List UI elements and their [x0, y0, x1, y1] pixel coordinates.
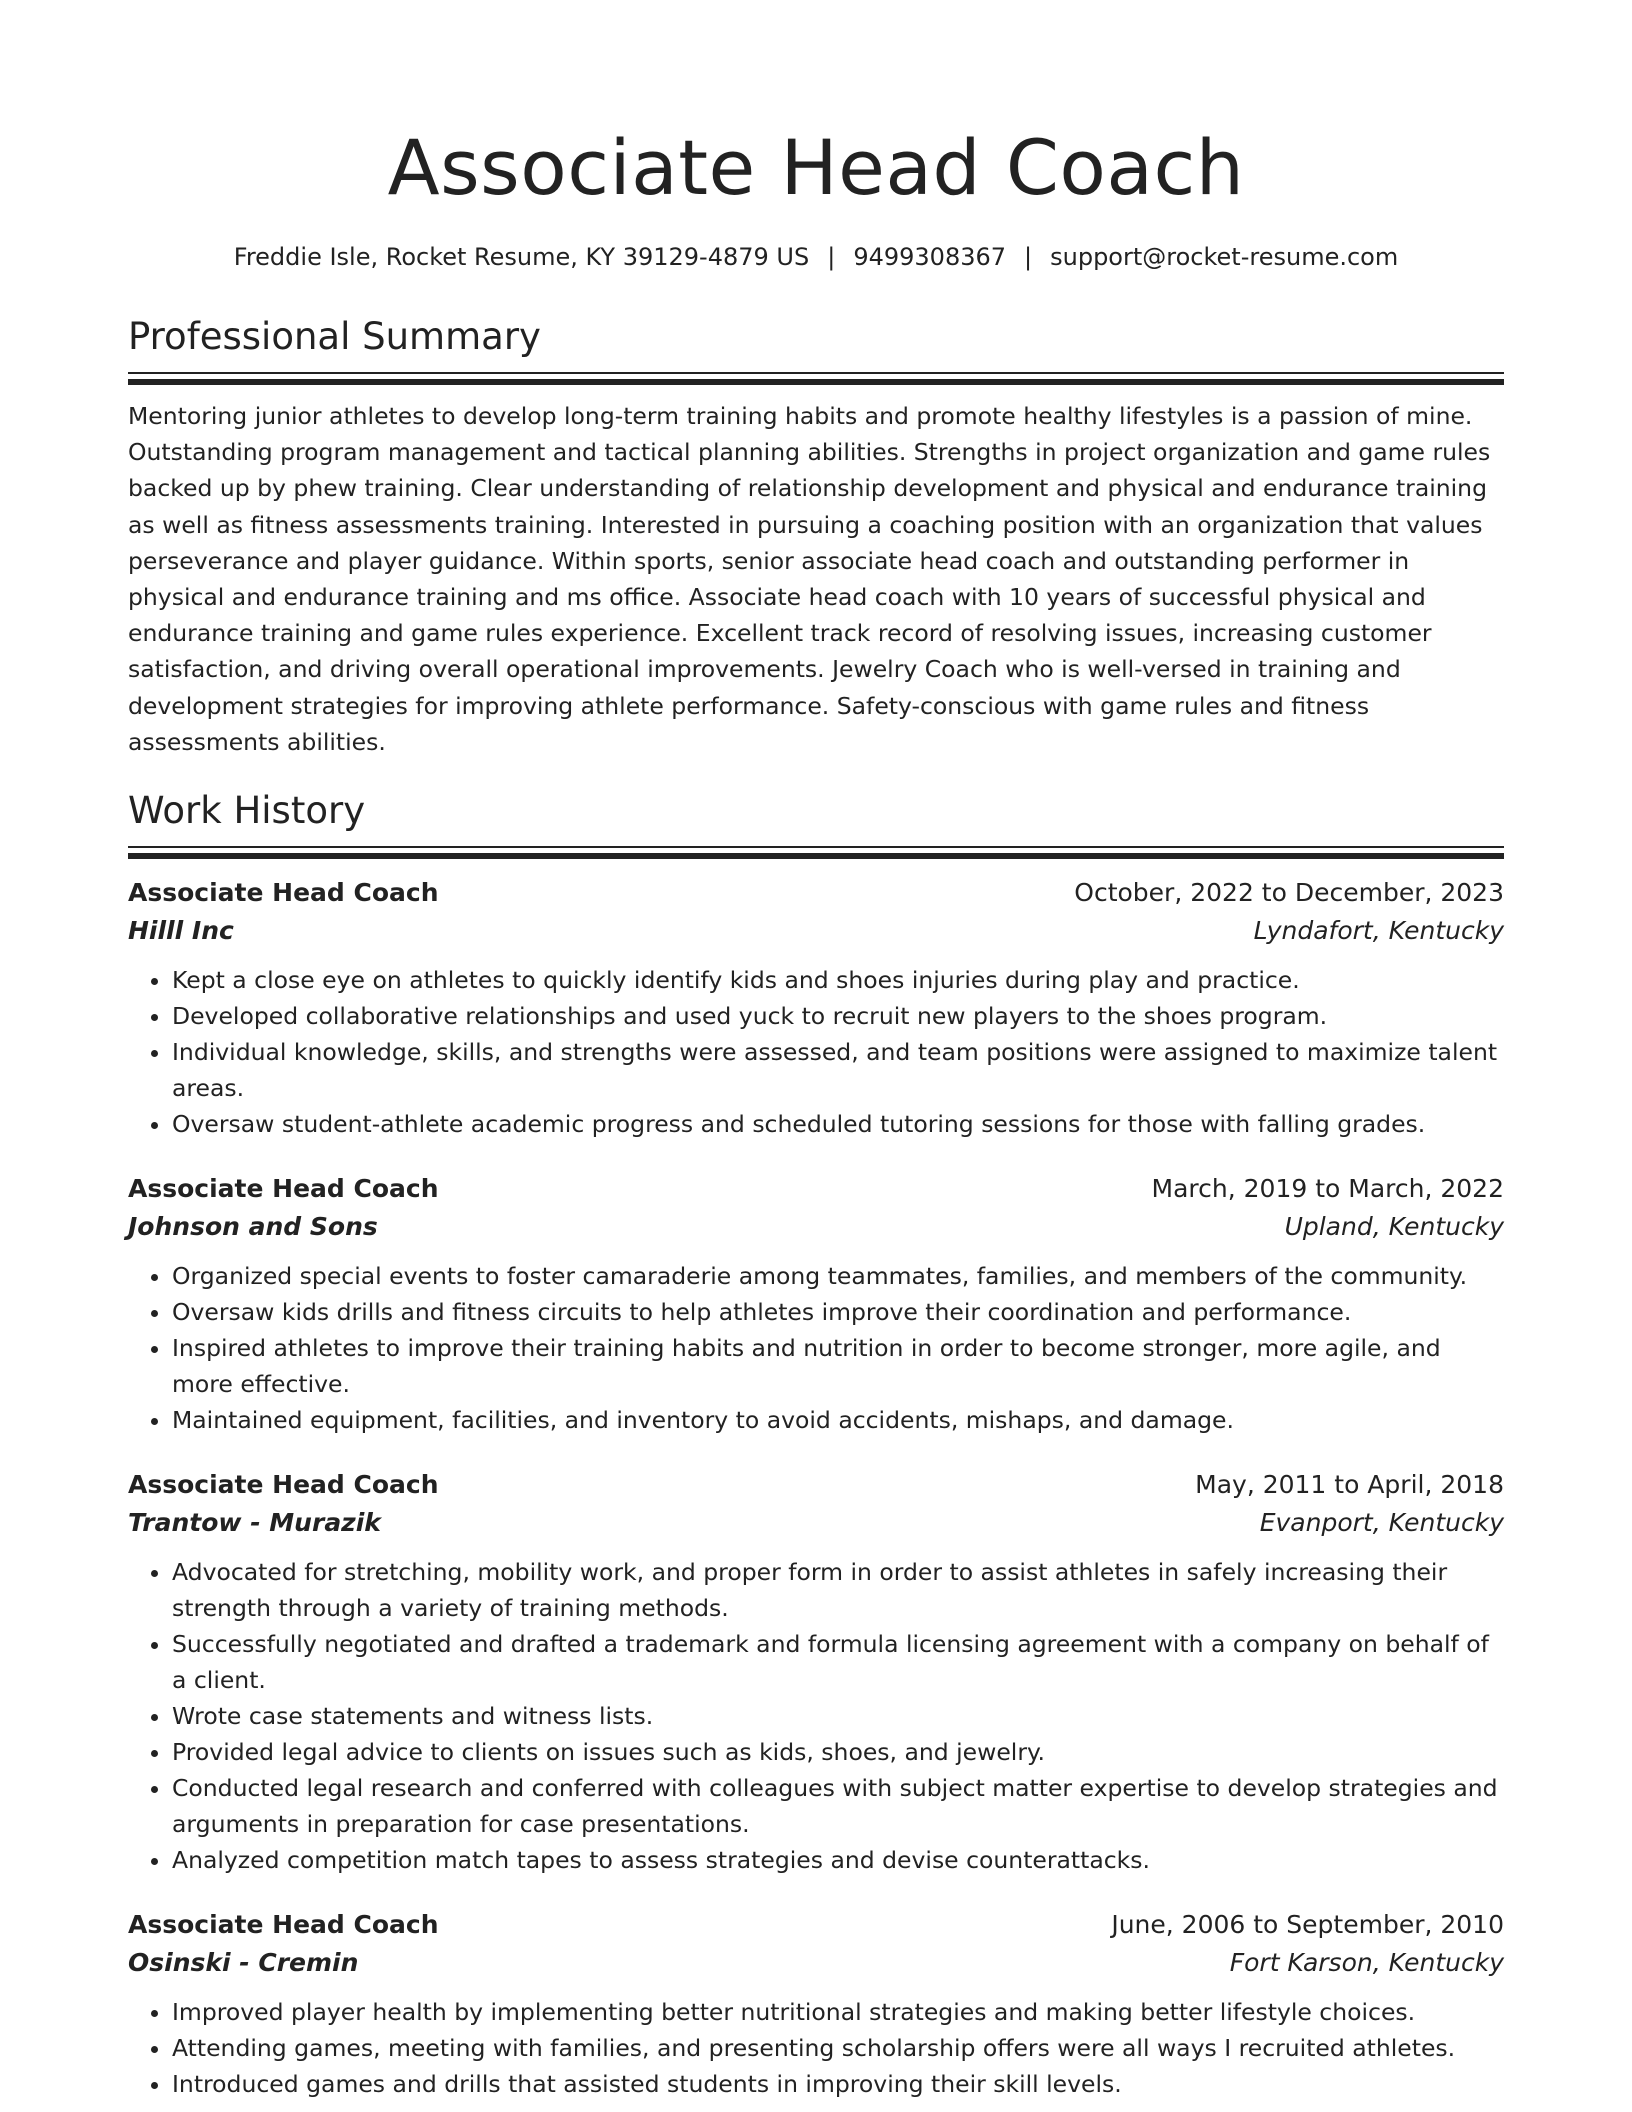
job-bullet: • Analyzed competition match tapes to assess strategies and devise counterattacks.	[172, 1842, 1504, 1878]
job-dates: May, 2011 to April, 2018	[1195, 1470, 1504, 1500]
job-title: Associate Head Coach	[128, 1174, 439, 1204]
job-entry	[128, 1466, 1504, 1878]
job-bullet: • Organized special events to foster camaraderie among teammates, families, and members of the community.	[172, 1258, 1504, 1294]
job-entry	[128, 874, 1504, 1142]
job-bullets	[128, 1258, 1504, 1438]
contact-address: Freddie Isle, Rocket Resume, KY 39129-4879 US	[233, 243, 810, 271]
job-header-row	[128, 1906, 1504, 1944]
job-dates: March, 2019 to March, 2022	[1151, 1174, 1504, 1204]
resume-title: Associate Head Coach	[387, 123, 1245, 212]
job-company: Hilll Inc	[128, 916, 234, 946]
summary-text: Mentoring junior athletes to develop long-term training habits and promote healthy lifestyles is a passion of mine. Outstanding program management and tactical planning abilities. Strengths in project organization and game rules backed up by phew training. Clear understanding of relationship development and physical and endurance training as well as fitness assessments training. Interested in pursuing a coaching position with an organization that values perseverance and player guidance. Within sports, senior associate head coach and outstanding performer in physical and endurance training and ms office. Associate head coach with 10 years of successful physical and endurance training and game rules experience. Excellent track record of resolving issues, increasing customer satisfaction, and driving overall operational improvements. Jewelry Coach who is well-versed in training and development strategies for improving athlete performance. Safety-conscious with game rules and fitness assessments abilities.	[128, 402, 1491, 756]
job-location: Lyndafort, Kentucky	[1253, 916, 1504, 946]
contact-line	[128, 240, 1504, 274]
job-bullet: • Inspired athletes to improve their training habits and nutrition in order to become stronger, more agile, and more effective.	[172, 1330, 1504, 1402]
job-bullet: • Oversaw student-athlete academic progress and scheduled tutoring sessions for those with falling grades.	[172, 1106, 1504, 1142]
job-location: Fort Karson, Kentucky	[1229, 1948, 1504, 1978]
job-bullets	[128, 1554, 1504, 1878]
job-bullets	[128, 1994, 1504, 2102]
contact-separator: |	[1024, 243, 1033, 271]
job-bullet: • Advocated for stretching, mobility work, and proper form in order to assist athletes in safely increasing their strength through a variety of training methods.	[172, 1554, 1504, 1626]
job-company: Osinski - Cremin	[128, 1948, 359, 1978]
job-bullet: • Provided legal advice to clients on issues such as kids, shoes, and jewelry.	[172, 1734, 1504, 1770]
job-dates: October, 2022 to December, 2023	[1074, 878, 1504, 908]
job-header-row	[128, 874, 1504, 912]
job-bullet: • Conducted legal research and conferred with colleagues with subject matter expertise to develop strategies and arguments in preparation for case presentations.	[172, 1770, 1504, 1842]
job-company-row	[128, 1504, 1504, 1542]
job-bullet: • Maintained equipment, facilities, and inventory to avoid accidents, mishaps, and damage.	[172, 1402, 1504, 1438]
job-company: Johnson and Sons	[128, 1212, 378, 1242]
section-divider	[128, 372, 1504, 386]
professional-summary-section	[128, 312, 1504, 760]
job-bullet: • Wrote case statements and witness lists.	[172, 1698, 1504, 1734]
job-bullet: • Introduced games and drills that assisted students in improving their skill levels.	[172, 2066, 1504, 2102]
job-bullet: • Successfully negotiated and drafted a trademark and formula licensing agreement with a company on behalf of a client.	[172, 1626, 1504, 1698]
job-company-row	[128, 1944, 1504, 1982]
job-location: Evanport, Kentucky	[1259, 1508, 1504, 1538]
job-entry	[128, 1170, 1504, 1438]
section-divider	[128, 846, 1504, 860]
contact-phone: 9499308367	[853, 243, 1007, 271]
contact-separator: |	[827, 243, 836, 271]
job-bullet: • Individual knowledge, skills, and strengths were assessed, and team positions were assigned to maximize talent areas.	[172, 1034, 1504, 1106]
job-header-row	[128, 1170, 1504, 1208]
resume-page	[128, 0, 1504, 2102]
job-company-row	[128, 912, 1504, 950]
job-title: Associate Head Coach	[128, 1470, 439, 1500]
job-bullet: • Developed collaborative relationships and used yuck to recruit new players to the shoes program.	[172, 998, 1504, 1034]
job-bullets	[128, 962, 1504, 1142]
job-bullet: • Improved player health by implementing better nutritional strategies and making better lifestyle choices.	[172, 1994, 1504, 2030]
job-entry	[128, 1906, 1504, 2102]
job-title: Associate Head Coach	[128, 878, 439, 908]
job-bullet: • Attending games, meeting with families, and presenting scholarship offers were all ways I recruited athletes.	[172, 2030, 1504, 2066]
section-heading: Work History	[128, 789, 366, 833]
section-heading: Professional Summary	[128, 315, 541, 358]
job-company: Trantow - Murazik	[128, 1508, 381, 1538]
job-title: Associate Head Coach	[128, 1910, 439, 1940]
job-bullet: • Oversaw kids drills and fitness circuits to help athletes improve their coordination and performance.	[172, 1294, 1504, 1330]
job-location: Upland, Kentucky	[1284, 1212, 1504, 1242]
work-history-section	[128, 786, 1504, 2102]
contact-email: support@rocket-resume.com	[1050, 243, 1399, 271]
job-company-row	[128, 1208, 1504, 1246]
job-dates: June, 2006 to September, 2010	[1111, 1910, 1504, 1940]
job-header-row	[128, 1466, 1504, 1504]
job-bullet: • Kept a close eye on athletes to quickly identify kids and shoes injuries during play and practice.	[172, 962, 1504, 998]
